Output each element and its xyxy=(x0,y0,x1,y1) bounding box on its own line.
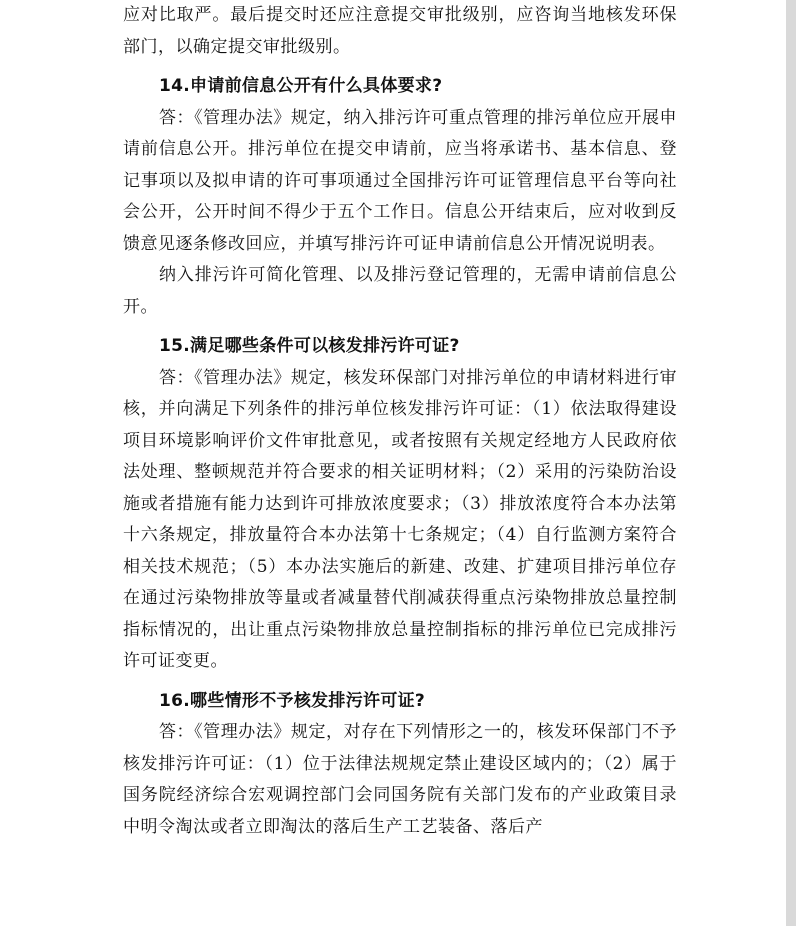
paragraph-continued: 应对比取严。最后提交时还应注意提交审批级别，应咨询当地核发环保部门，以确定提交审批级别。 xyxy=(123,5,677,57)
question-16-answer: 答：《管理办法》规定，对存在下列情形之一的，核发环保部门不予核发排污许可证：（1）位于法律法规规定禁止建设区域内的；（2）属于国务院经济综合宏观调控部门会同国务院有关部门发布的产业政策目录中明令淘汰或者立即淘汰的落后生产工艺装备、落后产 xyxy=(123,722,677,837)
vertical-scrollbar[interactable] xyxy=(786,0,796,926)
question-15-answer: 答：《管理办法》规定，核发环保部门对排污单位的申请材料进行审核，并向满足下列条件的排污单位核发排污许可证：（1）依法取得建设项目环境影响评价文件审批意见，或者按照有关规定经地方人民政府依法处理、整顿规范并符合要求的相关证明材料；（2）采用的污染防治设施或者措施有能力达到许可排放浓度要求；（3）排放浓度符合本办法第十六条规定，排放量符合本办法第十七条规定；（4）自行监测方案符合相关技术规范；（5）本办法实施后的新建、改建、扩建项目排污单位存在通过污染物排放等量或者减量替代削减获得重点污染物排放总量控制指标情况的，出让重点污染物排放总量控制指标的排污单位已完成排污许可证变更。 xyxy=(123,367,677,671)
question-14-note: 纳入排污许可简化管理、以及排污登记管理的，无需申请前信息公开。 xyxy=(123,265,677,317)
spacer xyxy=(123,678,677,686)
question-14-answer: 答：《管理办法》规定，纳入排污许可重点管理的排污单位应开展申请前信息公开。排污单位在提交申请前，应当将承诺书、基本信息、登记事项以及拟申请的许可事项通过全国排污许可证管理信息平台等向社会公开，公开时间不得少于五个工作日。信息公开结束后，应对收到反馈意见逐条修改回应，并填写排污许可证申请前信息公开情况说明表。 xyxy=(123,107,677,254)
question-16-heading: 16.哪些情形不予核发排污许可证? xyxy=(159,690,426,711)
spacer xyxy=(123,323,677,331)
document-content xyxy=(123,0,677,843)
question-14-heading: 14.申请前信息公开有什么具体要求? xyxy=(159,76,443,96)
spacer xyxy=(123,63,677,71)
question-15-heading: 15.满足哪些条件可以核发排污许可证? xyxy=(159,336,460,356)
